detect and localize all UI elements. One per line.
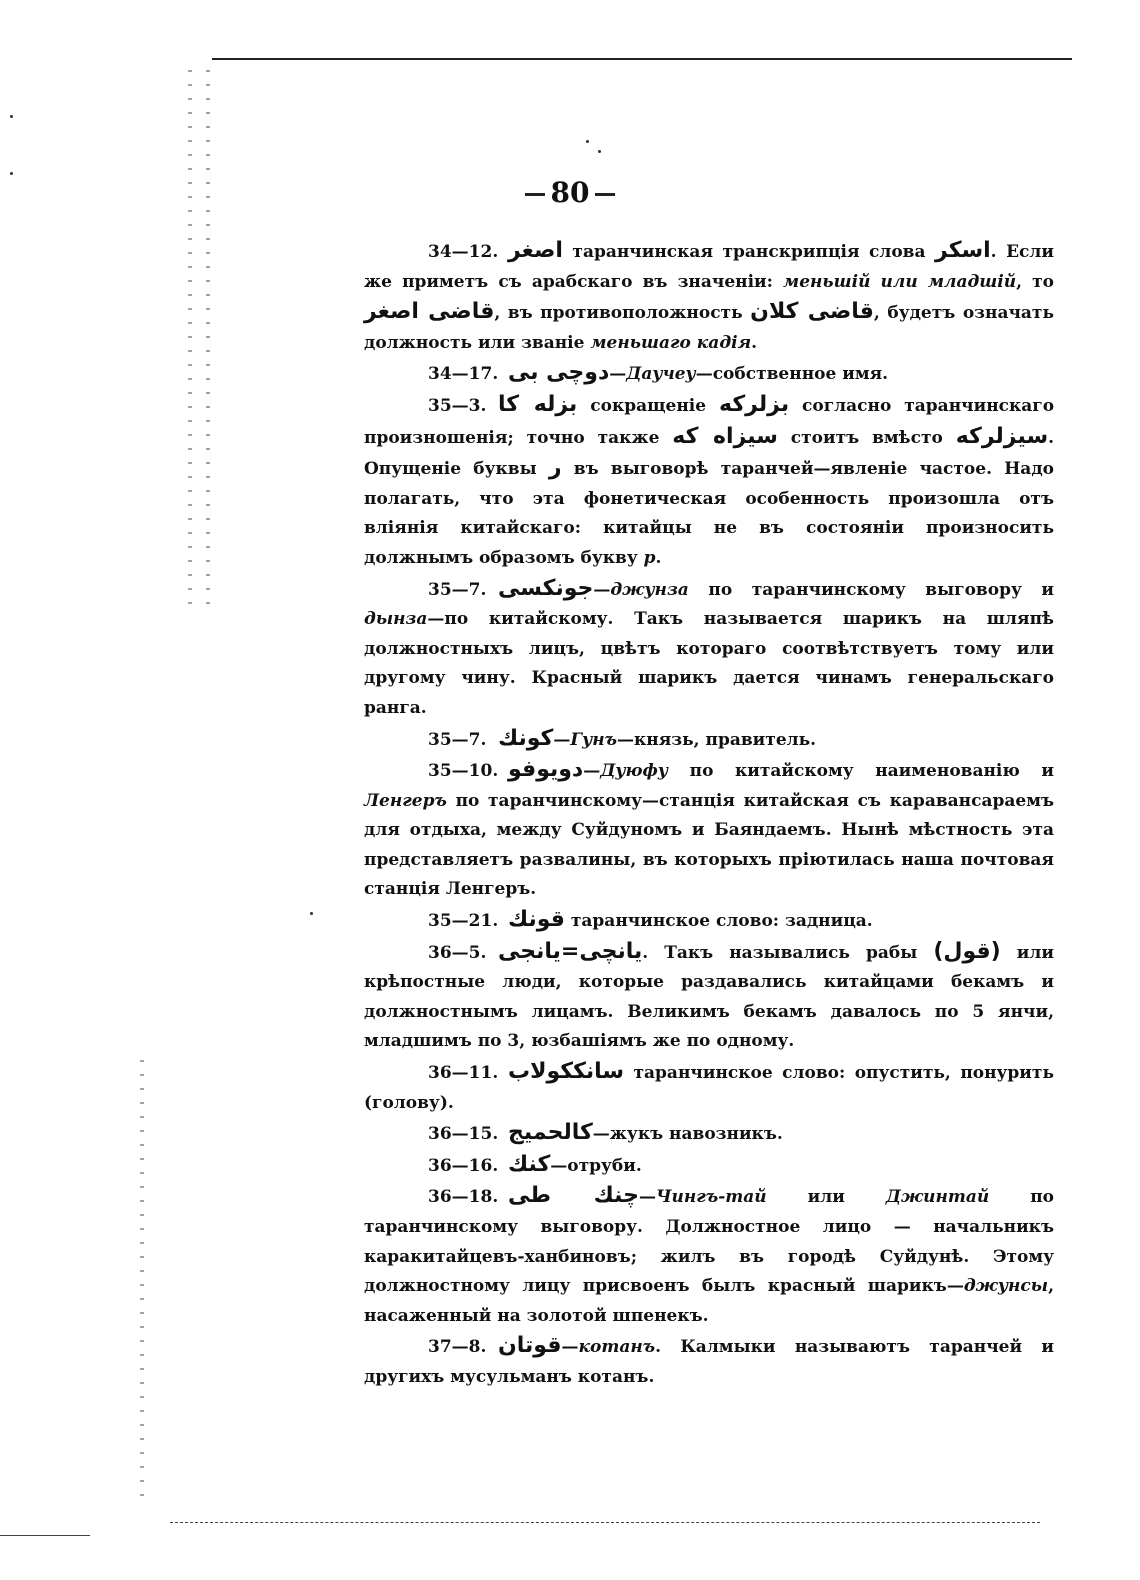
arabic-term: قونك: [508, 907, 565, 933]
margin-specks: [206, 70, 210, 610]
page-number-value: 80: [550, 176, 590, 209]
arabic-term: (قول): [933, 938, 1001, 964]
note-entry: [364, 236, 1054, 358]
note-text: —по китайскому. Такъ называется шарикъ на шляпѣ должностныхъ лицъ, цвѣтъ котораго соотвѣтствуетъ тому или другому чину. Красный шарикъ дается чинамъ генеральскаго ранга.: [364, 609, 1054, 718]
note-entry: [364, 724, 1054, 756]
bottom-rule: [170, 1522, 1040, 1523]
note-italic: р: [643, 547, 656, 568]
notes-text: [364, 236, 1054, 1393]
ink-speck: [10, 115, 13, 118]
arabic-term: بزله كا: [498, 391, 578, 417]
arabic-term: دويوفو: [508, 757, 584, 783]
arabic-term: سیزاه که: [672, 423, 778, 449]
note-entry: [364, 1057, 1054, 1118]
note-entry: [364, 905, 1054, 937]
note-text: .: [751, 332, 758, 353]
note-italic: Гунъ: [570, 729, 618, 750]
note-text: —собственное имя.: [695, 364, 889, 385]
arabic-term: كونك: [498, 725, 554, 751]
page-number-dash: [595, 193, 615, 196]
note-text: —князь, правитель.: [617, 729, 817, 750]
arabic-term: جونكسى: [498, 575, 594, 601]
arabic-term: يانچى=يانجى: [498, 938, 643, 964]
note-text: по таранчинскому выговору. Должностное лицо — начальникъ каракитайцевъ-ханбиновъ; жилъ въ городѣ Суйдунѣ. Этому должностному лицу присвоенъ былъ красный шарикъ—: [364, 1187, 1054, 1297]
note-italic: джунсы: [963, 1276, 1049, 1297]
page-number-dash: [525, 193, 545, 196]
note-entry: [364, 1150, 1054, 1182]
note-ref: 35—21.: [428, 911, 499, 932]
ink-speck: [10, 172, 13, 175]
arabic-term: بزلرکه: [719, 391, 790, 417]
note-entry: [364, 937, 1054, 1057]
note-text: —: [639, 1187, 657, 1208]
note-ref: 36—5.: [428, 942, 487, 963]
note-text: стоитъ вмѣсто: [790, 427, 943, 448]
note-ref: 37—8.: [428, 1337, 487, 1358]
note-text: таранчинское слово: опустить, понурить (голову).: [364, 1063, 1054, 1113]
note-text: согласно таранчинскаго произношенія; точно также: [364, 395, 1055, 448]
arabic-term: قاضى اصغر: [364, 299, 495, 325]
note-italic: Джинтай: [885, 1187, 990, 1208]
arabic-term: دوچى بى: [508, 360, 610, 386]
note-text: —: [561, 1337, 579, 1358]
note-italic: Чингъ-тай: [656, 1187, 767, 1208]
arabic-term: ر: [548, 455, 562, 481]
note-ref: 34—17.: [428, 364, 499, 385]
note-text: , насаженный на золотой шпенекъ.: [364, 1276, 1054, 1326]
note-text: .: [655, 547, 662, 568]
arabic-term: قوتان: [498, 1333, 562, 1359]
arabic-term: چنك طى: [508, 1183, 640, 1209]
note-italic: котанъ: [578, 1337, 656, 1358]
note-italic: Даучеу: [626, 364, 696, 385]
ink-speck: [598, 150, 601, 153]
arabic-term: كنك: [508, 1151, 551, 1177]
note-ref: 35—7.: [428, 729, 487, 750]
note-text: или: [807, 1187, 845, 1208]
ink-speck: [586, 140, 589, 143]
note-entry: [364, 1331, 1054, 1392]
note-italic: Дуюфу: [600, 761, 669, 782]
note-text: , то: [1016, 271, 1055, 292]
note-text: таранчинское слово: задница.: [570, 911, 873, 932]
arabic-term: سیزلرکه: [955, 423, 1049, 449]
note-text: по таранчинскому выговору и: [708, 579, 1055, 600]
note-italic: меньшаго кадія: [590, 332, 752, 353]
arabic-term: سانككولاب: [508, 1059, 625, 1085]
note-entry: [364, 390, 1054, 574]
note-entry: [364, 1118, 1054, 1150]
note-text: —: [553, 729, 571, 750]
margin-specks: [188, 70, 192, 610]
note-text: , будетъ означать должность или званіе: [364, 303, 1054, 353]
note-ref: 35—7.: [428, 579, 487, 600]
note-ref: 36—15.: [428, 1124, 499, 1145]
note-text: таранчинская транскрипція слова: [572, 242, 926, 262]
note-ref: 36—16.: [428, 1155, 499, 1176]
note-text: —: [593, 579, 611, 600]
note-text: —жукъ навозникъ.: [592, 1124, 783, 1145]
note-text: въ выговорѣ таранчей—явленіе частое. Надо полагать, что эта фонетическая особенность произошла отъ вліянія китайскаго: китайцы не въ состояніи произносить должнымъ образомъ букву: [364, 459, 1054, 568]
note-text: . Такъ назывались рабы: [642, 942, 918, 963]
note-ref: 36—11.: [428, 1063, 499, 1084]
note-text: или крѣпостные люди, которые раздавались китайцами бекамъ и должностнымъ лицамъ. Великимъ бекамъ давалось по 5 янчи, младшимъ по 3, юзбашіямъ же по одному.: [364, 942, 1055, 1052]
note-ref: 34—12.: [428, 242, 499, 262]
top-rule: [212, 58, 1072, 60]
note-entry: [364, 358, 1054, 390]
note-ref: 35—10.: [428, 761, 499, 782]
ink-speck: [310, 912, 313, 915]
arabic-term: اصغر: [508, 238, 563, 263]
note-italic: меньшій или младшій: [783, 271, 1017, 292]
note-text: сокращеніе: [590, 395, 707, 416]
note-entry: [364, 1181, 1054, 1331]
note-italic: Ленгеръ: [364, 790, 447, 811]
note-text: . Калмыки называютъ таранчей и другихъ мусульманъ котанъ.: [364, 1337, 1054, 1387]
note-italic: дынза: [364, 609, 428, 630]
note-entry: [364, 574, 1054, 724]
note-text: по китайскому наименованію и: [689, 761, 1055, 782]
note-text: по таранчинскому—станція китайская съ каравансараемъ для отдыха, между Суйдуномъ и Баяндаемъ. Нынѣ мѣстность эта представляетъ развалины, въ которыхъ пріютилась наша почтовая станція Ленгеръ.: [364, 790, 1054, 900]
note-text: . Если же приметъ съ арабскаго въ значеніи:: [364, 242, 1054, 292]
note-entry: [364, 755, 1054, 905]
note-ref: 35—3.: [428, 395, 487, 416]
arabic-term: اسكر: [935, 238, 991, 263]
page-number: [0, 176, 1140, 209]
note-text: . Опущеніе буквы: [364, 427, 1055, 480]
arabic-term: كالحميج: [508, 1120, 593, 1146]
note-italic: джунза: [610, 579, 689, 600]
note-text: —: [583, 761, 601, 782]
note-text: , въ противоположность: [494, 303, 743, 324]
margin-specks: [140, 1060, 144, 1500]
note-text: —: [609, 364, 627, 385]
note-ref: 36—18.: [428, 1187, 499, 1208]
corner-rule: [0, 1535, 90, 1536]
note-text: —отруби.: [550, 1155, 642, 1176]
arabic-term: قاضى كلان: [750, 299, 874, 325]
